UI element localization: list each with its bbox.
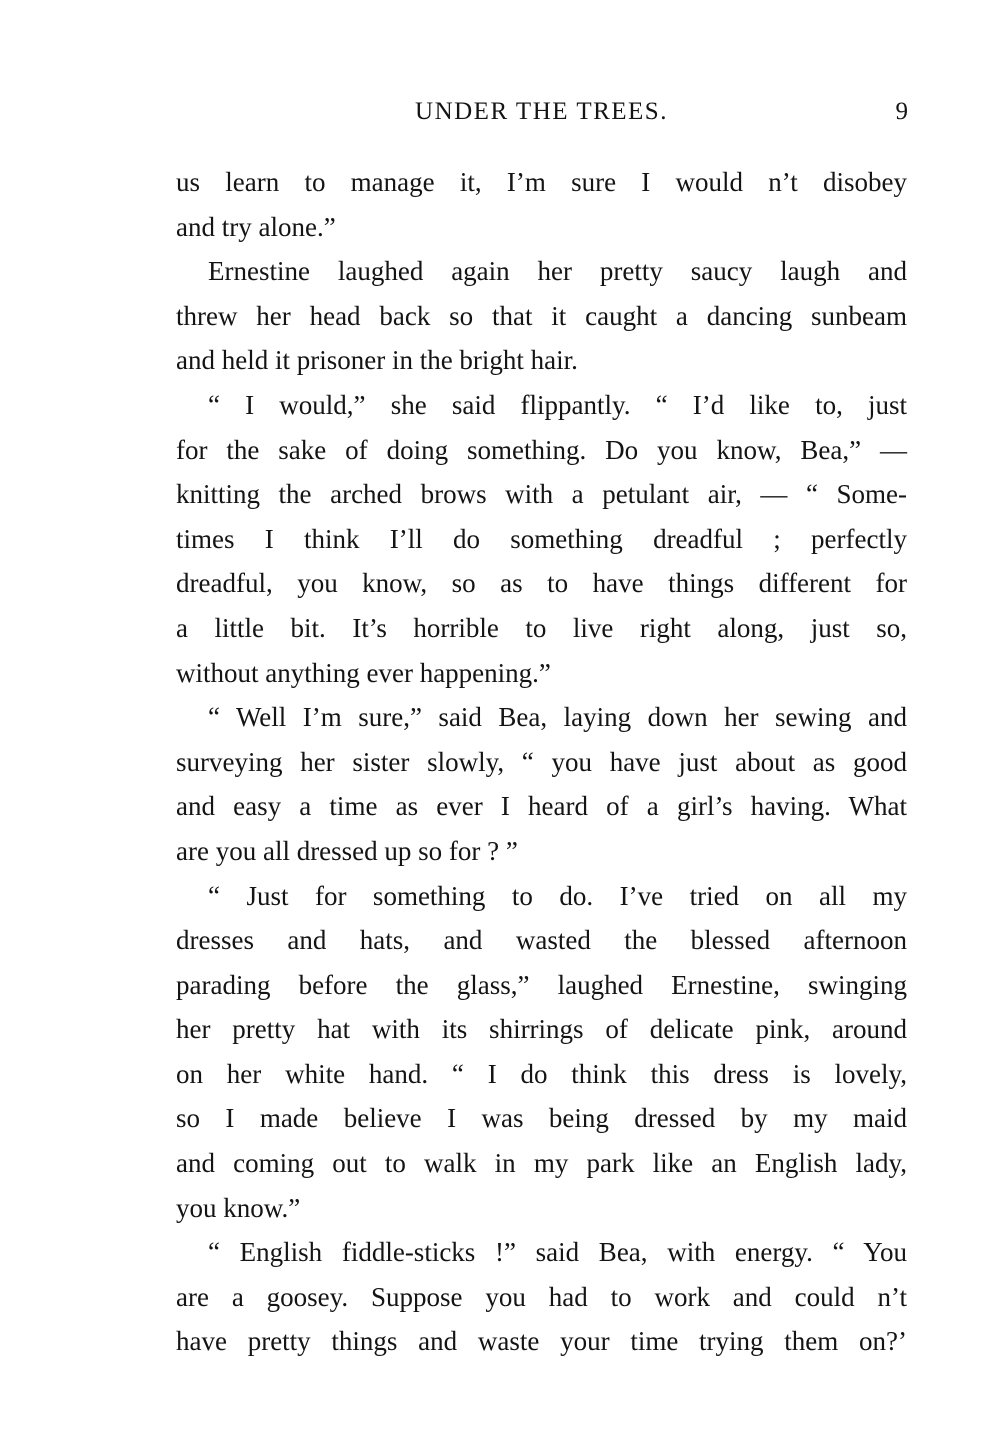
text-line: “ I would,” she said flippantly. “ I’d like to, just [208, 389, 907, 420]
text-line: “ Just for something to do. I’ve tried on all my [208, 880, 907, 911]
text-line: “ English fiddle-sticks !” said Bea, with energy. “ You [208, 1237, 907, 1268]
text-line: Ernestine laughed again her pretty saucy laugh and [208, 256, 907, 287]
text-line: her pretty hat with its shirrings of delicate pink, around [176, 1014, 907, 1045]
text-line: us learn to manage it, I’m sure I would n’t disobey [176, 167, 907, 197]
text-line: without anything ever happening.” [176, 657, 551, 688]
text-line: and held it prisoner in the bright hair. [176, 345, 578, 376]
text-line: times I think I’ll do something dreadful ; perfectly [176, 523, 907, 554]
text-line: surveying her sister slowly, “ you have just about as good [176, 746, 907, 777]
text-line: and coming out to walk in my park like an English lady, [176, 1148, 907, 1179]
text-line: and easy a time as ever I heard of a girl’s having. What [176, 791, 907, 822]
text-line: parading before the glass,” laughed Ernestine, swinging [176, 969, 907, 1000]
text-line: knitting the arched brows with a petulant air, — “ Some- [176, 479, 907, 510]
text-line: have pretty things and waste your time trying them on?’ [176, 1326, 907, 1357]
running-title: UNDER THE TREES. [415, 98, 668, 125]
page-number: 9 [895, 98, 908, 125]
text-line: a little bit. It’s horrible to live right along, just so, [176, 612, 907, 643]
text-line: for the sake of doing something. Do you know, Bea,” — [176, 434, 907, 465]
text-line: are you all dressed up so for ? ” [176, 835, 518, 866]
text-line: on her white hand. “ I do think this dress is lovely, [176, 1058, 907, 1089]
text-line: you know.” [176, 1192, 301, 1223]
text-line: and try alone.” [176, 211, 336, 242]
text-line: dreadful, you know, so as to have things different for [176, 568, 907, 599]
text-line: so I made believe I was being dressed by my maid [176, 1103, 907, 1134]
running-head [175, 98, 908, 134]
text-line: dresses and hats, and wasted the blessed afternoon [176, 925, 907, 956]
text-line: are a goosey. Suppose you had to work and could n’t [176, 1281, 907, 1312]
text-line: threw her head back so that it caught a dancing sunbeam [176, 300, 907, 331]
text-line: “ Well I’m sure,” said Bea, laying down her sewing and [208, 702, 907, 733]
body-text [176, 160, 907, 1364]
